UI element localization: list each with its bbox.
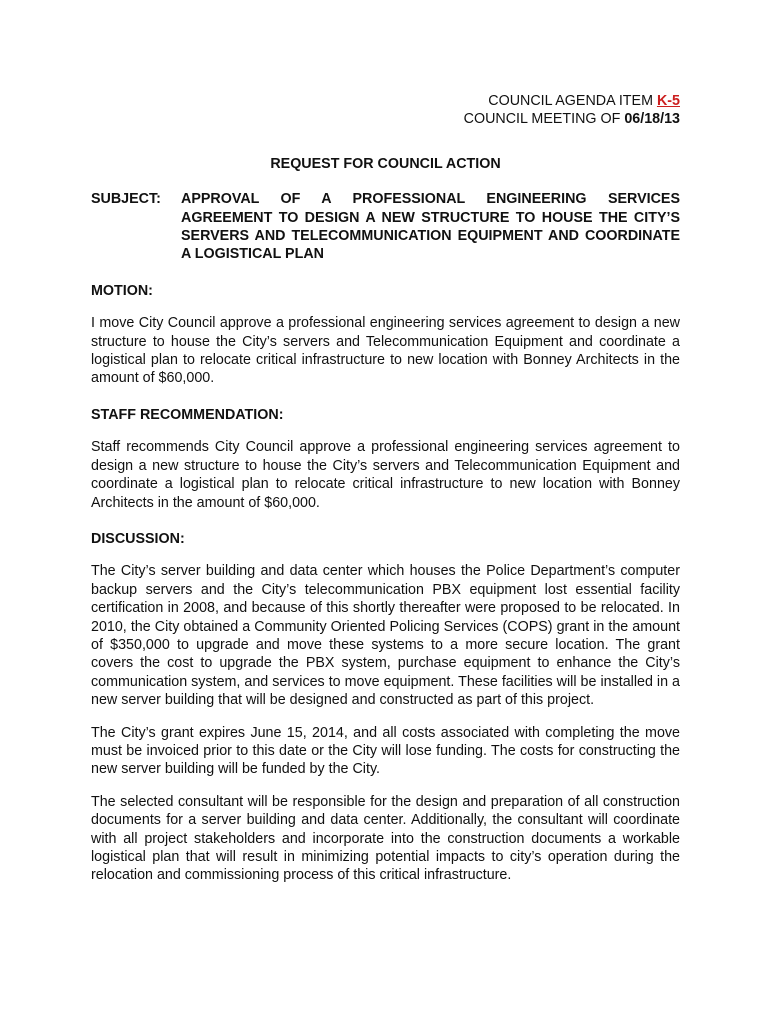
discussion-paragraph-1: The City’s server building and data center which houses the Police Department’s computer backup servers and the City’s telecommunication PBX equipment lost essential facility certification in 2008, and because of this shortly thereafter were proposed to be relocated. In 2010, the City obtained a Community Oriented Policing Services (COPS) grant in the amount of $350,000 to upgrade and move these systems to a more secure location. The grant covers the cost to upgrade the PBX system, purchase equipment to enhance the City’s communication system, and services to move equipment. These facilities will be installed in a new server building that will be designed and constructed as part of this project.	[91, 563, 680, 709]
subject-label: SUBJECT:	[91, 191, 161, 208]
document-title: REQUEST FOR COUNCIL ACTION	[270, 155, 501, 172]
meeting-date-line	[91, 110, 680, 128]
subject-text: APPROVAL OF A PROFESSIONAL ENGINEERING SERVICES AGREEMENT TO DESIGN A NEW STRUCTURE TO HOUSE THE CITY’S SERVERS AND TELECOMMUNICATION EQUIPMENT AND COORDINATE A LOGISTICAL PLAN	[181, 191, 680, 263]
agenda-item-code: K-5	[656, 93, 680, 109]
discussion-paragraph-2: The City’s grant expires June 15, 2014, and all costs associated with completing the move must be invoiced prior to this date or the City will lose funding. The costs for constructing the new server building will be funded by the City.	[91, 724, 680, 778]
discussion-heading: DISCUSSION:	[91, 530, 185, 547]
discussion-paragraph-3: The selected consultant will be responsible for the design and preparation of all construction documents for a server building and data center. Additionally, the consultant will coordinate with all project stakeholders and incorporate into the construction documents a workable logistical plan that will result in minimizing potential impacts to city’s operation during the relocation and commissioning process of this critical infrastructure.	[91, 793, 680, 884]
meeting-prefix: COUNCIL MEETING OF	[463, 111, 625, 128]
staff-recommendation-heading: STAFF RECOMMENDATION:	[91, 406, 284, 423]
staff-recommendation-text: Staff recommends City Council approve a professional engineering services agreement to design a new structure to house the City’s servers and Telecommunication Equipment and coordinate a logistical plan to relocate critical infrastructure to new location with Bonney Architects in the amount of $60,000.	[91, 439, 680, 511]
document-page	[91, 92, 680, 885]
agenda-item-line	[91, 92, 680, 110]
motion-text: I move City Council approve a professional engineering services agreement to design a new structure to house the City’s servers and Telecommunication Equipment and coordinate a logistical plan to relocate critical infrastructure to new location with Bonney Architects in the amount of $60,000.	[91, 315, 680, 387]
subject-block	[91, 190, 680, 264]
meeting-date: 06/18/13	[624, 111, 680, 128]
document-header	[91, 92, 680, 129]
agenda-item-prefix: COUNCIL AGENDA ITEM	[488, 93, 657, 109]
motion-heading: MOTION:	[91, 282, 153, 299]
